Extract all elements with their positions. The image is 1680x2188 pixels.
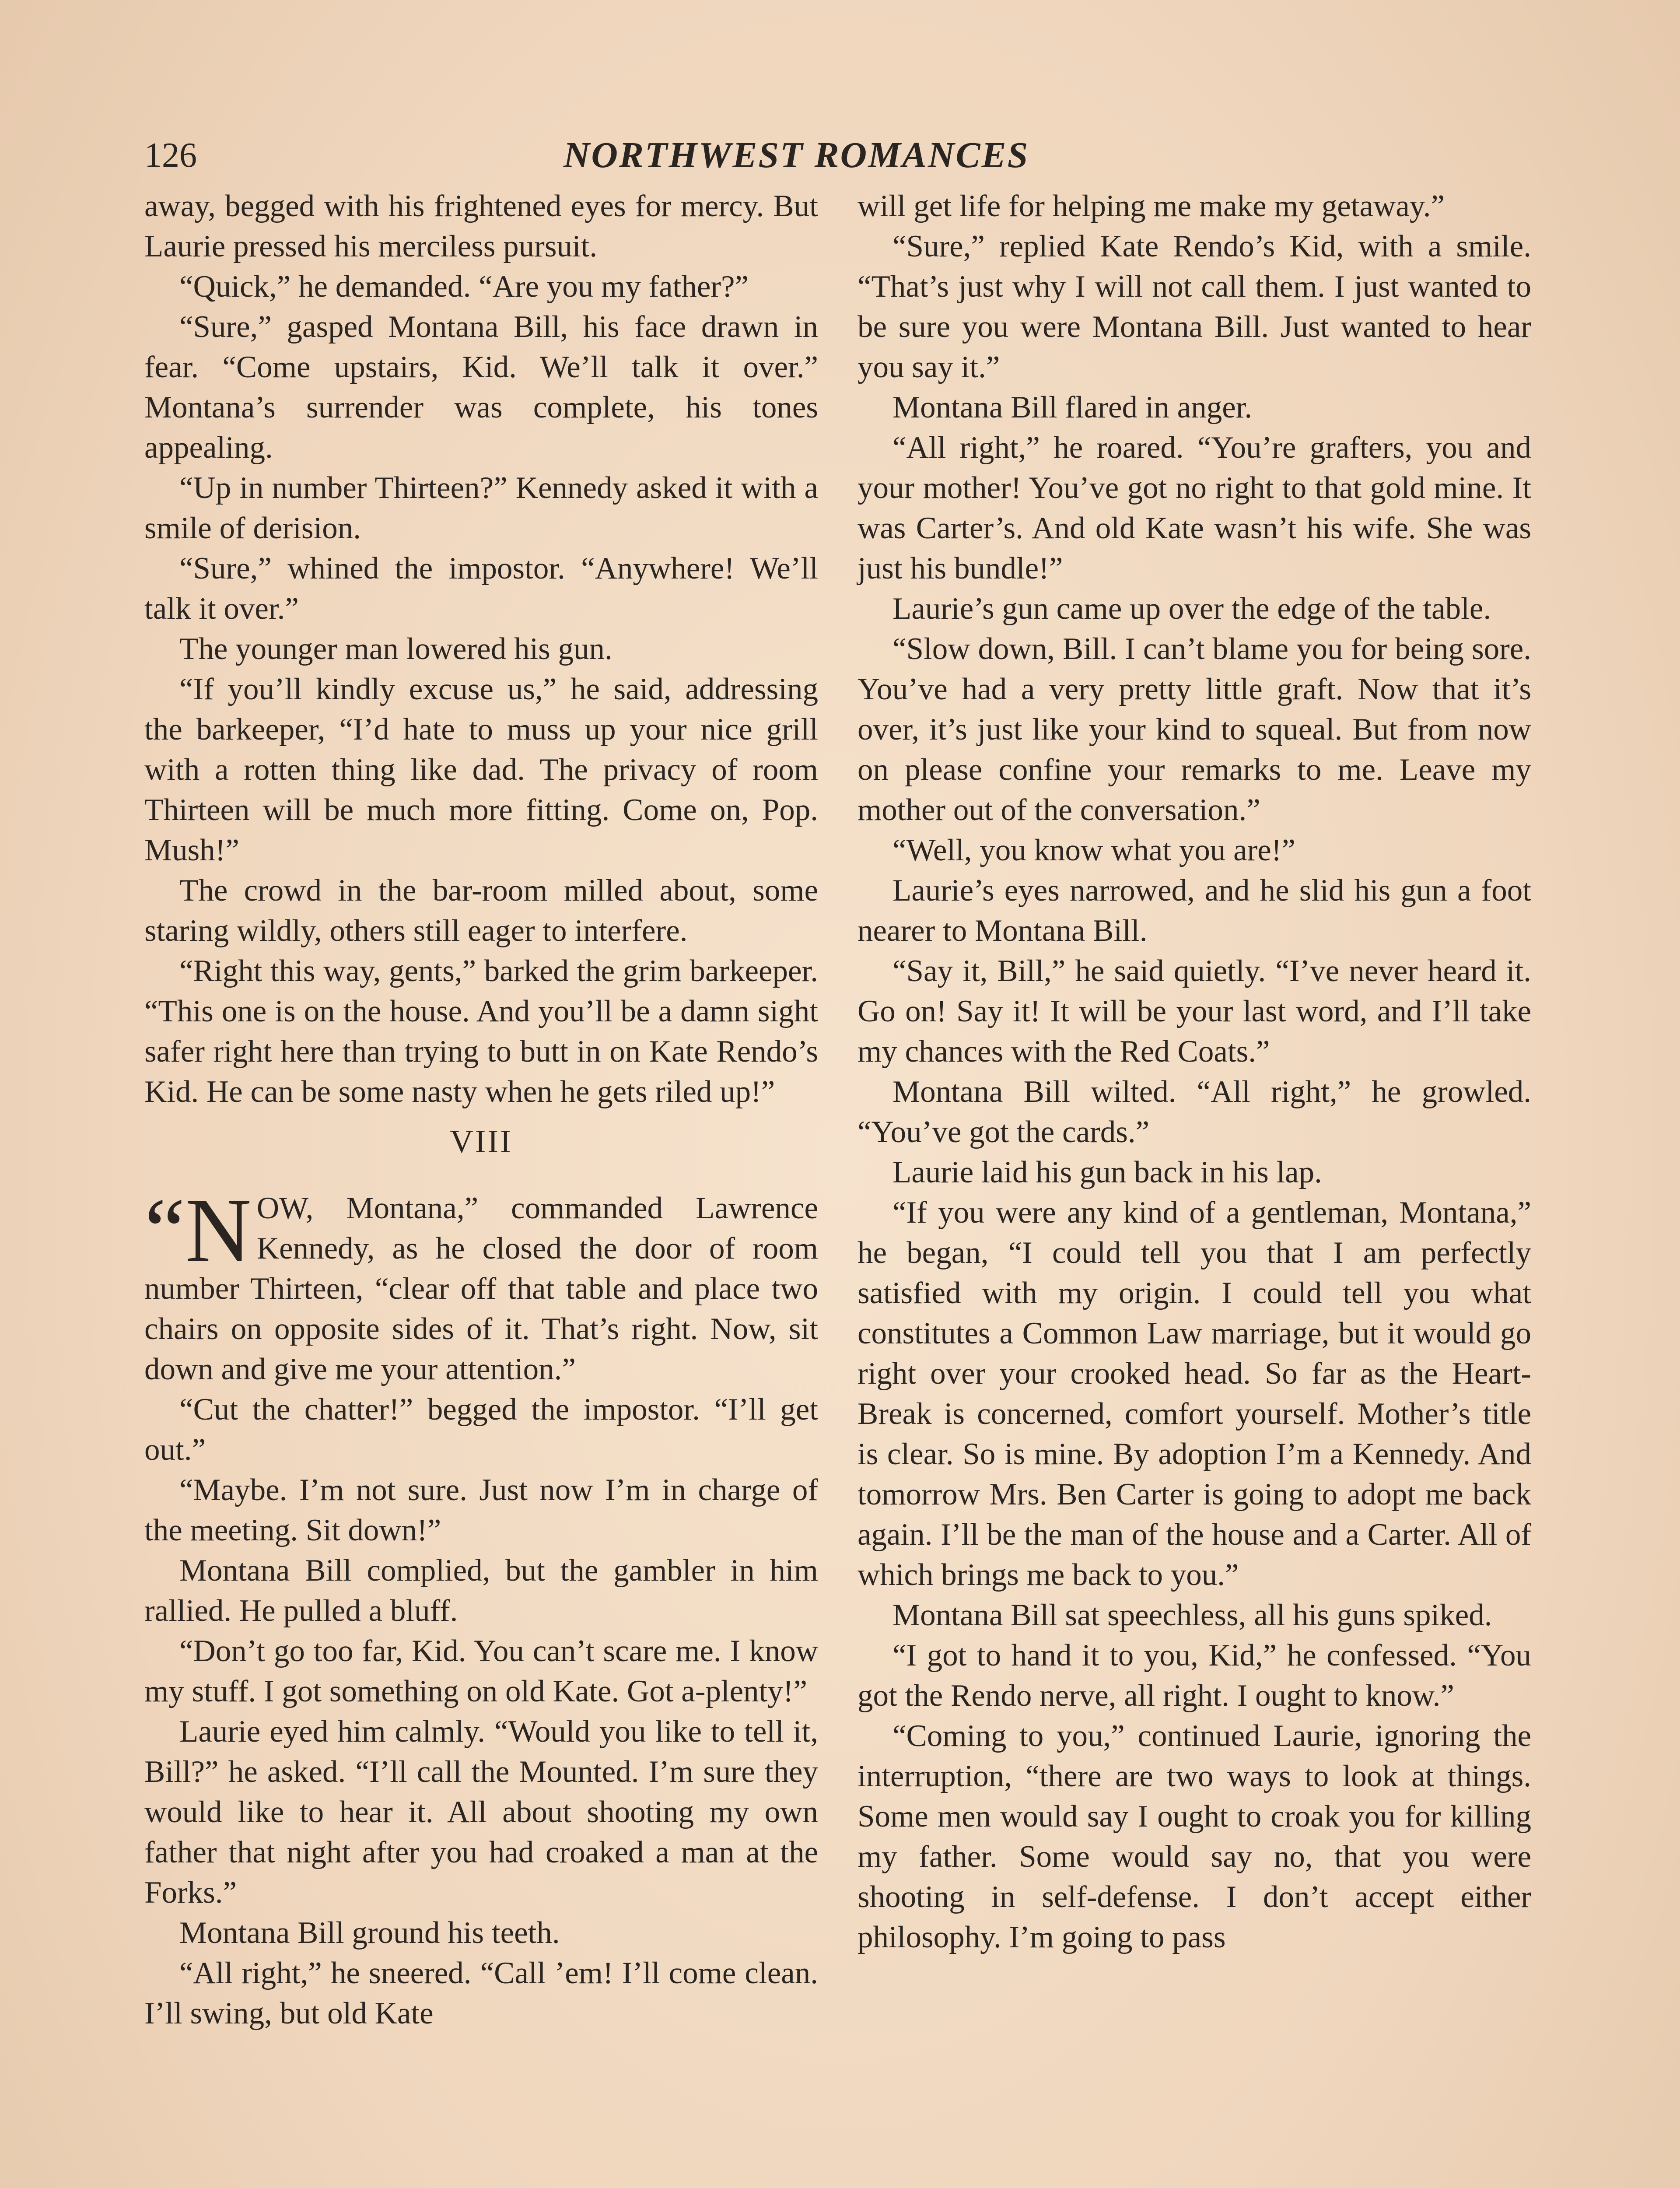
chapter-opening-text: OW, Montana,” commanded Lawrence Kennedy, as he closed the door of room number Thirteen, “clear off that table and place two chairs on opposite sides of it. That’s right. Now, sit down and give me your attention.” bbox=[144, 1191, 818, 1386]
chapter-heading: VIII bbox=[450, 1124, 513, 1160]
paragraph: away, begged with his frightened eyes for mercy. But Laurie pressed his merciless pursuit. bbox=[144, 189, 818, 263]
paragraph: Laurie’s eyes narrowed, and he slid his gun a foot nearer to Montana Bill. bbox=[858, 873, 1531, 948]
paragraph: The crowd in the bar-room milled about, some staring wildly, others still eager to interfere. bbox=[144, 873, 818, 948]
paragraph: The younger man lowered his gun. bbox=[179, 632, 612, 666]
paragraph: Laurie eyed him calmly. “Would you like to tell it, Bill?” he asked. “I’ll call the Mounted. I’m sure they would like to hear it. All about shooting my own father that night after you had croaked a man at the Forks.” bbox=[144, 1715, 818, 1910]
paragraph: Laurie’s gun came up over the edge of the table. bbox=[892, 592, 1491, 626]
paragraph: “Sure,” whined the impostor. “Anywhere! We’ll talk it over.” bbox=[144, 551, 818, 626]
left-column bbox=[144, 186, 818, 2034]
chapter-opening-paragraph bbox=[144, 1180, 818, 1389]
paragraph: “Coming to you,” continued Laurie, ignoring the interruption, “there are two ways to look at things. Some men would say I ought to croak you for killing my father. Some would say no, that you were shooting in self-defense. I don’t accept either philosophy. I’m going to pass bbox=[858, 1719, 1531, 1954]
page-number: 126 bbox=[144, 136, 197, 175]
paragraph: “Right this way, gents,” barked the grim barkeeper. “This one is on the house. And you’ll be a damn sight safer right here than trying to butt in on Kate Rendo’s Kid. He can be some nasty when he gets riled up!” bbox=[144, 954, 818, 1109]
page-header bbox=[144, 127, 1448, 184]
paragraph: Montana Bill flared in anger. bbox=[892, 390, 1253, 424]
paragraph: “Don’t go too far, Kid. You can’t scare me. I know my stuff. I got something on old Kate. Got a-plenty!” bbox=[144, 1634, 818, 1708]
paragraph: “Sure,” replied Kate Rendo’s Kid, with a smile. “That’s just why I will not call them. I just wanted to be sure you were Montana Bill. Just wanted to hear you say it.” bbox=[858, 229, 1531, 384]
paragraph: “Up in number Thirteen?” Kennedy asked it with a smile of derision. bbox=[144, 471, 818, 545]
paragraph: “If you were any kind of a gentleman, Montana,” he began, “I could tell you that I am perfectly satisfied with my origin. I could tell you what constitutes a Common Law marriage, but it would go right over your crooked head. So far as the Heart-Break is concerned, comfort yourself. Mother’s title is clear. So is mine. By adoption I’m a Kennedy. And tomorrow Mrs. Ben Carter is going to adopt me back again. I’ll be the man of the house and a Carter. All of which brings me back to you.” bbox=[858, 1196, 1531, 1592]
paragraph: Montana Bill sat speechless, all his guns spiked. bbox=[892, 1598, 1492, 1632]
paragraph: Montana Bill ground his teeth. bbox=[179, 1916, 560, 1950]
right-column bbox=[858, 186, 1531, 1957]
paragraph: “Quick,” he demanded. “Are you my father?” bbox=[179, 270, 749, 304]
paragraph: “Cut the chatter!” begged the impostor. “I’ll get out.” bbox=[144, 1392, 818, 1467]
paragraph: “All right,” he sneered. “Call ’em! I’ll come clean. I’ll swing, but old Kate bbox=[144, 1956, 818, 2030]
drop-cap: “N bbox=[144, 1180, 252, 1281]
paragraph: Montana Bill complied, but the gambler in him rallied. He pulled a bluff. bbox=[144, 1553, 818, 1628]
paragraph: “Slow down, Bill. I can’t blame you for being sore. You’ve had a very pretty little graft. Now that it’s over, it’s just like your kind to squeal. But from now on please confine your remarks to me. Leave my mother out of the conversation.” bbox=[858, 632, 1531, 827]
paragraph: will get life for helping me make my getaway.” bbox=[858, 189, 1445, 223]
paragraph: “If you’ll kindly excuse us,” he said, addressing the barkeeper, “I’d hate to muss up your nice grill with a rotten thing like dad. The privacy of room Thirteen will be much more fitting. Come on, Pop. Mush!” bbox=[144, 672, 818, 867]
paragraph: “All right,” he roared. “You’re grafters, you and your mother! You’ve got no right to that gold mine. It was Carter’s. And old Kate wasn’t his wife. She was just his bundle!” bbox=[858, 431, 1531, 586]
paragraph: “Maybe. I’m not sure. Just now I’m in charge of the meeting. Sit down!” bbox=[144, 1473, 818, 1547]
paragraph: “Sure,” gasped Montana Bill, his face drawn in fear. “Come upstairs, Kid. We’ll talk it over.” Montana’s surrender was complete, his tones appealing. bbox=[144, 310, 818, 465]
paragraph: Laurie laid his gun back in his lap. bbox=[892, 1155, 1322, 1189]
paragraph: “Well, you know what you are!” bbox=[892, 833, 1295, 867]
magazine-title: NORTHWEST ROMANCES bbox=[563, 135, 1029, 175]
paragraph: Montana Bill wilted. “All right,” he growled. “You’ve got the cards.” bbox=[858, 1075, 1531, 1149]
paragraph: “Say it, Bill,” he said quietly. “I’ve never heard it. Go on! Say it! It will be your last word, and I’ll take my chances with the Red Coats.” bbox=[858, 954, 1531, 1069]
paragraph: “I got to hand it to you, Kid,” he confessed. “You got the Rendo nerve, all right. I ought to know.” bbox=[858, 1638, 1531, 1713]
